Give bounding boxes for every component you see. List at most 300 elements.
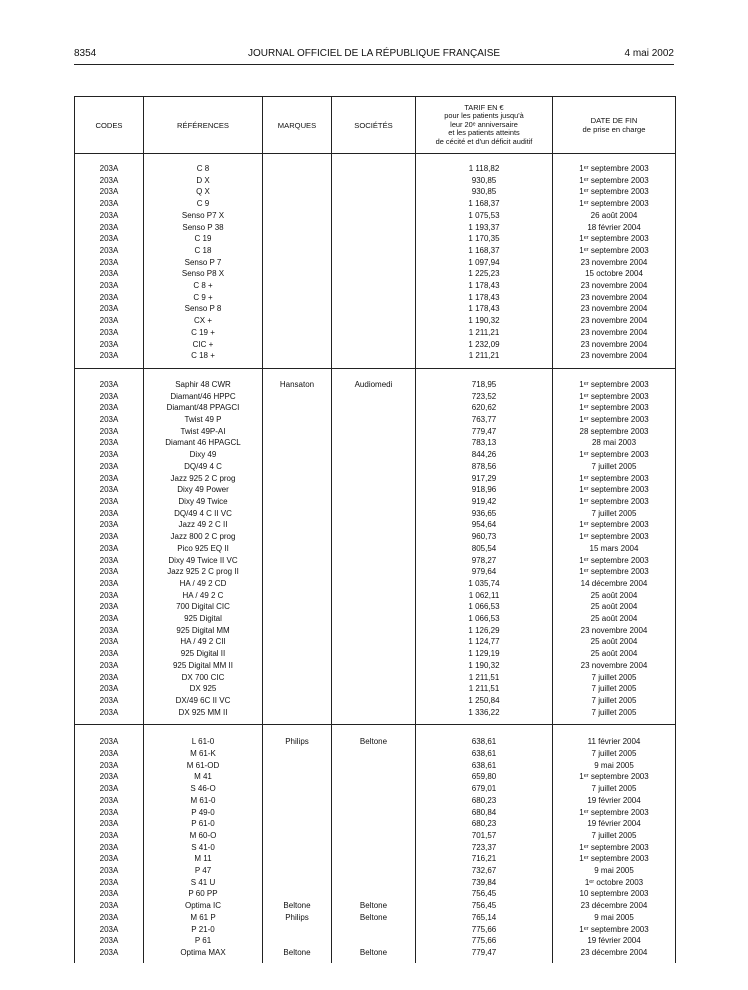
cell-code: 203A: [75, 818, 144, 830]
cell-tarif: 930,85: [416, 175, 553, 187]
cell-tarif: 1 178,43: [416, 303, 553, 315]
cell-reference: M 61-OD: [144, 760, 263, 772]
cell-date-fin: 7 juillet 2005: [553, 830, 676, 842]
table-row: [75, 473, 676, 485]
cell-tarif: 718,95: [416, 379, 553, 391]
cell-reference: Dixy 49 Twice: [144, 496, 263, 508]
cell-date-fin: 7 juillet 2005: [553, 783, 676, 795]
cell-reference: M 61 P: [144, 912, 263, 924]
cell-societe: [332, 437, 416, 449]
header-rule: [74, 64, 674, 65]
cell-reference: C 19 +: [144, 327, 263, 339]
cell-marque: [263, 566, 332, 578]
cell-marque: [263, 233, 332, 245]
cell-date-fin: 1ᵉʳ septembre 2003: [553, 807, 676, 819]
cell-marque: [263, 268, 332, 280]
cell-marque: [263, 496, 332, 508]
cell-code: 203A: [75, 222, 144, 234]
cell-marque: [263, 555, 332, 567]
cell-tarif: 739,84: [416, 877, 553, 889]
cell-tarif: 756,45: [416, 888, 553, 900]
cell-societe: [332, 327, 416, 339]
spacer-cell: [416, 368, 553, 379]
cell-tarif: 1 066,53: [416, 613, 553, 625]
row-group: [75, 725, 676, 963]
table-row: [75, 672, 676, 684]
tarif-header-line: leur 20ᵉ anniversaire: [450, 119, 518, 129]
table-row: [75, 707, 676, 719]
table-row: [75, 280, 676, 292]
cell-date-fin: 15 mars 2004: [553, 543, 676, 555]
cell-code: 203A: [75, 795, 144, 807]
cell-societe: [332, 175, 416, 187]
cell-code: 203A: [75, 268, 144, 280]
table-row: [75, 590, 676, 602]
cell-code: 203A: [75, 437, 144, 449]
cell-reference: C 18 +: [144, 350, 263, 362]
cell-date-fin: 1ᵉʳ septembre 2003: [553, 379, 676, 391]
cell-marque: [263, 222, 332, 234]
cell-code: 203A: [75, 210, 144, 222]
cell-tarif: 936,65: [416, 508, 553, 520]
cell-tarif: 1 250,84: [416, 695, 553, 707]
cell-marque: [263, 210, 332, 222]
cell-tarif: 1 336,22: [416, 707, 553, 719]
cell-reference: Dixy 49 Power: [144, 484, 263, 496]
table-row: [75, 830, 676, 842]
cell-reference: S 41 U: [144, 877, 263, 889]
table-row: [75, 842, 676, 854]
cell-date-fin: 23 novembre 2004: [553, 303, 676, 315]
cell-code: 203A: [75, 461, 144, 473]
cell-societe: [332, 519, 416, 531]
cell-societe: [332, 555, 416, 567]
cell-code: 203A: [75, 695, 144, 707]
cell-marque: [263, 771, 332, 783]
table-row: [75, 186, 676, 198]
spacer-cell: [75, 154, 144, 164]
cell-societe: [332, 280, 416, 292]
cell-marque: [263, 391, 332, 403]
row-group: [75, 154, 676, 369]
cell-date-fin: 26 août 2004: [553, 210, 676, 222]
cell-date-fin: 7 juillet 2005: [553, 695, 676, 707]
cell-marque: [263, 842, 332, 854]
table-row: [75, 531, 676, 543]
cell-marque: [263, 807, 332, 819]
cell-reference: Q X: [144, 186, 263, 198]
cell-marque: [263, 877, 332, 889]
cell-code: 203A: [75, 426, 144, 438]
cell-reference: HA / 49 2 C: [144, 590, 263, 602]
cell-societe: [332, 391, 416, 403]
cell-date-fin: 1ᵉʳ septembre 2003: [553, 245, 676, 257]
table-row: [75, 496, 676, 508]
cell-code: 203A: [75, 648, 144, 660]
cell-code: 203A: [75, 935, 144, 947]
cell-tarif: 679,01: [416, 783, 553, 795]
cell-tarif: 680,23: [416, 818, 553, 830]
cell-date-fin: 1ᵉʳ septembre 2003: [553, 163, 676, 175]
cell-tarif: 775,66: [416, 935, 553, 947]
cell-date-fin: 1ᵉʳ septembre 2003: [553, 771, 676, 783]
spacer-cell: [416, 154, 553, 164]
cell-marque: Beltone: [263, 947, 332, 959]
cell-code: 203A: [75, 508, 144, 520]
cell-societe: [332, 924, 416, 936]
group-spacer: [75, 154, 676, 164]
cell-date-fin: 7 juillet 2005: [553, 707, 676, 719]
cell-societe: [332, 695, 416, 707]
cell-date-fin: 1ᵉʳ septembre 2003: [553, 473, 676, 485]
cell-date-fin: 7 juillet 2005: [553, 748, 676, 760]
cell-societe: [332, 186, 416, 198]
table-row: [75, 924, 676, 936]
table-row: [75, 748, 676, 760]
cell-marque: [263, 590, 332, 602]
spacer-cell: [553, 368, 676, 379]
cell-marque: [263, 636, 332, 648]
cell-tarif: 779,47: [416, 947, 553, 959]
cell-tarif: 919,42: [416, 496, 553, 508]
cell-societe: [332, 877, 416, 889]
cell-date-fin: 23 novembre 2004: [553, 292, 676, 304]
cell-date-fin: 23 novembre 2004: [553, 339, 676, 351]
cell-code: 203A: [75, 186, 144, 198]
table-row: [75, 601, 676, 613]
cell-reference: P 60 PP: [144, 888, 263, 900]
cell-reference: C 9 +: [144, 292, 263, 304]
cell-tarif: 1 066,53: [416, 601, 553, 613]
cell-tarif: 1 190,32: [416, 660, 553, 672]
table-row: [75, 315, 676, 327]
spacer-cell: [144, 959, 263, 963]
tarif-header-line: pour les patients jusqu'à: [444, 111, 524, 121]
spacer-cell: [416, 959, 553, 963]
cell-tarif: 1 170,35: [416, 233, 553, 245]
cell-tarif: 1 232,09: [416, 339, 553, 351]
table-row: [75, 379, 676, 391]
cell-tarif: 756,45: [416, 900, 553, 912]
cell-societe: [332, 315, 416, 327]
table-row: [75, 900, 676, 912]
spacer-cell: [332, 154, 416, 164]
cell-societe: [332, 484, 416, 496]
table-row: [75, 402, 676, 414]
cell-marque: [263, 625, 332, 637]
cell-marque: [263, 519, 332, 531]
tarif-header-line: de cécité et d'un déficit auditif: [435, 136, 533, 146]
cell-societe: [332, 830, 416, 842]
col-header-societes: SOCIÉTÉS: [332, 97, 416, 154]
table-row: [75, 648, 676, 660]
cell-date-fin: 25 août 2004: [553, 636, 676, 648]
cell-code: 203A: [75, 578, 144, 590]
cell-tarif: 1 035,74: [416, 578, 553, 590]
cell-reference: Senso P 38: [144, 222, 263, 234]
cell-code: 203A: [75, 315, 144, 327]
cell-tarif: 1 168,37: [416, 198, 553, 210]
cell-date-fin: 1ᵉʳ septembre 2003: [553, 531, 676, 543]
cell-marque: [263, 473, 332, 485]
cell-tarif: 1 168,37: [416, 245, 553, 257]
cell-societe: [332, 198, 416, 210]
cell-societe: [332, 748, 416, 760]
cell-reference: P 61: [144, 935, 263, 947]
table-row: [75, 449, 676, 461]
table-row: [75, 233, 676, 245]
cell-tarif: 844,26: [416, 449, 553, 461]
cell-societe: [332, 888, 416, 900]
cell-reference: 925 Digital II: [144, 648, 263, 660]
cell-marque: [263, 748, 332, 760]
cell-societe: [332, 935, 416, 947]
cell-date-fin: 1ᵉʳ septembre 2003: [553, 496, 676, 508]
table-row: [75, 877, 676, 889]
cell-marque: [263, 613, 332, 625]
cell-code: 203A: [75, 257, 144, 269]
cell-date-fin: 23 décembre 2004: [553, 947, 676, 959]
cell-marque: [263, 830, 332, 842]
cell-tarif: 979,64: [416, 566, 553, 578]
cell-tarif: 775,66: [416, 924, 553, 936]
cell-tarif: 1 124,77: [416, 636, 553, 648]
table-row: [75, 210, 676, 222]
table-row: [75, 660, 676, 672]
cell-date-fin: 23 novembre 2004: [553, 280, 676, 292]
cell-date-fin: 1ᵉʳ septembre 2003: [553, 924, 676, 936]
date-header-line: de prise en charge: [582, 125, 646, 134]
cell-code: 203A: [75, 760, 144, 772]
table-row: [75, 245, 676, 257]
cell-date-fin: 28 septembre 2003: [553, 426, 676, 438]
cell-marque: [263, 818, 332, 830]
table-row: [75, 339, 676, 351]
cell-reference: P 21-0: [144, 924, 263, 936]
cell-date-fin: 9 mai 2005: [553, 912, 676, 924]
cell-societe: [332, 648, 416, 660]
cell-code: 203A: [75, 543, 144, 555]
col-header-marques: MARQUES: [263, 97, 332, 154]
cell-reference: HA / 49 2 CII: [144, 636, 263, 648]
cell-marque: [263, 327, 332, 339]
cell-tarif: 805,54: [416, 543, 553, 555]
cell-date-fin: 23 décembre 2004: [553, 900, 676, 912]
cell-societe: [332, 625, 416, 637]
cell-code: 203A: [75, 771, 144, 783]
cell-marque: [263, 303, 332, 315]
spacer-cell: [263, 725, 332, 737]
cell-date-fin: 1ᵉʳ septembre 2003: [553, 555, 676, 567]
cell-tarif: 620,62: [416, 402, 553, 414]
cell-societe: [332, 683, 416, 695]
cell-reference: D X: [144, 175, 263, 187]
table-row: [75, 327, 676, 339]
cell-marque: [263, 339, 332, 351]
cell-tarif: 1 178,43: [416, 292, 553, 304]
cell-tarif: 954,64: [416, 519, 553, 531]
cell-reference: Jazz 49 2 C II: [144, 519, 263, 531]
cell-marque: [263, 186, 332, 198]
cell-societe: Beltone: [332, 736, 416, 748]
cell-marque: [263, 648, 332, 660]
spacer-cell: [332, 959, 416, 963]
cell-date-fin: 1ᵉʳ septembre 2003: [553, 414, 676, 426]
cell-tarif: 1 211,21: [416, 350, 553, 362]
table-row: [75, 613, 676, 625]
cell-code: 203A: [75, 736, 144, 748]
spacer-cell: [263, 154, 332, 164]
cell-reference: Optima IC: [144, 900, 263, 912]
cell-code: 203A: [75, 449, 144, 461]
cell-marque: Hansaton: [263, 379, 332, 391]
spacer-cell: [263, 959, 332, 963]
spacer-cell: [553, 154, 676, 164]
cell-reference: M 41: [144, 771, 263, 783]
table-row: [75, 555, 676, 567]
cell-tarif: 638,61: [416, 748, 553, 760]
cell-date-fin: 23 novembre 2004: [553, 660, 676, 672]
cell-reference: Twist 49 P: [144, 414, 263, 426]
table-row: [75, 783, 676, 795]
cell-code: 203A: [75, 601, 144, 613]
group-spacer: [75, 725, 676, 737]
cell-date-fin: 14 décembre 2004: [553, 578, 676, 590]
cell-societe: [332, 636, 416, 648]
cell-code: 203A: [75, 484, 144, 496]
cell-code: 203A: [75, 912, 144, 924]
cell-societe: [332, 496, 416, 508]
cell-societe: [332, 543, 416, 555]
cell-date-fin: 11 février 2004: [553, 736, 676, 748]
cell-marque: Philips: [263, 736, 332, 748]
cell-date-fin: 10 septembre 2003: [553, 888, 676, 900]
cell-date-fin: 1ᵉʳ septembre 2003: [553, 233, 676, 245]
cell-reference: CIC +: [144, 339, 263, 351]
cell-date-fin: 28 mai 2003: [553, 437, 676, 449]
cell-tarif: 1 190,32: [416, 315, 553, 327]
spacer-cell: [75, 725, 144, 737]
cell-code: 203A: [75, 303, 144, 315]
group-spacer: [75, 959, 676, 963]
cell-reference: S 46-O: [144, 783, 263, 795]
cell-date-fin: 1ᵉʳ septembre 2003: [553, 853, 676, 865]
cell-code: 203A: [75, 748, 144, 760]
cell-reference: DQ/49 4 C II VC: [144, 508, 263, 520]
cell-societe: [332, 233, 416, 245]
cell-code: 203A: [75, 625, 144, 637]
table-row: [75, 888, 676, 900]
cell-marque: [263, 531, 332, 543]
cell-reference: DX 925 MM II: [144, 707, 263, 719]
cell-code: 203A: [75, 924, 144, 936]
cell-reference: DQ/49 4 C: [144, 461, 263, 473]
table-row: [75, 818, 676, 830]
cell-date-fin: 1ᵉʳ septembre 2003: [553, 175, 676, 187]
cell-reference: Saphir 48 CWR: [144, 379, 263, 391]
cell-code: 203A: [75, 830, 144, 842]
cell-societe: Beltone: [332, 947, 416, 959]
journal-title: JOURNAL OFFICIEL DE LA RÉPUBLIQUE FRANÇAISE: [247, 48, 501, 59]
table-row: [75, 426, 676, 438]
cell-reference: P 49-0: [144, 807, 263, 819]
cell-reference: P 61-0: [144, 818, 263, 830]
cell-reference: M 61-K: [144, 748, 263, 760]
cell-societe: Beltone: [332, 912, 416, 924]
table-row: [75, 695, 676, 707]
cell-code: 203A: [75, 683, 144, 695]
cell-code: 203A: [75, 496, 144, 508]
cell-code: 203A: [75, 853, 144, 865]
cell-code: 203A: [75, 555, 144, 567]
cell-marque: [263, 935, 332, 947]
table-row: [75, 391, 676, 403]
cell-societe: [332, 707, 416, 719]
cell-tarif: 878,56: [416, 461, 553, 473]
date-header-line: DATE DE FIN: [590, 116, 638, 125]
cell-societe: [332, 268, 416, 280]
cell-tarif: 1 193,37: [416, 222, 553, 234]
cell-marque: [263, 578, 332, 590]
table-row: [75, 461, 676, 473]
table-row: [75, 484, 676, 496]
cell-marque: Beltone: [263, 900, 332, 912]
cell-date-fin: 23 novembre 2004: [553, 257, 676, 269]
cell-date-fin: 7 juillet 2005: [553, 683, 676, 695]
cell-societe: [332, 339, 416, 351]
cell-date-fin: 18 février 2004: [553, 222, 676, 234]
cell-societe: [332, 414, 416, 426]
cell-reference: C 8: [144, 163, 263, 175]
spacer-cell: [75, 959, 144, 963]
cell-societe: [332, 508, 416, 520]
cell-marque: [263, 601, 332, 613]
cell-tarif: 1 211,51: [416, 683, 553, 695]
cell-marque: [263, 672, 332, 684]
spacer-cell: [144, 725, 263, 737]
cell-code: 203A: [75, 566, 144, 578]
tariff-table: [74, 96, 676, 963]
cell-marque: [263, 484, 332, 496]
table-row: [75, 795, 676, 807]
cell-marque: [263, 865, 332, 877]
cell-reference: Senso P 7: [144, 257, 263, 269]
cell-tarif: 1 178,43: [416, 280, 553, 292]
table-row: [75, 807, 676, 819]
col-header-date: [553, 97, 676, 154]
cell-marque: [263, 198, 332, 210]
cell-date-fin: 7 juillet 2005: [553, 508, 676, 520]
cell-societe: [332, 590, 416, 602]
table-row: [75, 736, 676, 748]
cell-societe: [332, 601, 416, 613]
cell-tarif: 638,61: [416, 760, 553, 772]
cell-marque: [263, 350, 332, 362]
cell-code: 203A: [75, 807, 144, 819]
cell-societe: [332, 210, 416, 222]
cell-code: 203A: [75, 783, 144, 795]
cell-date-fin: 7 juillet 2005: [553, 672, 676, 684]
cell-reference: M 60-O: [144, 830, 263, 842]
table-row: [75, 935, 676, 947]
cell-societe: [332, 222, 416, 234]
cell-marque: [263, 543, 332, 555]
cell-reference: Senso P 8: [144, 303, 263, 315]
cell-code: 203A: [75, 327, 144, 339]
cell-marque: [263, 695, 332, 707]
cell-tarif: 918,96: [416, 484, 553, 496]
table-row: [75, 198, 676, 210]
